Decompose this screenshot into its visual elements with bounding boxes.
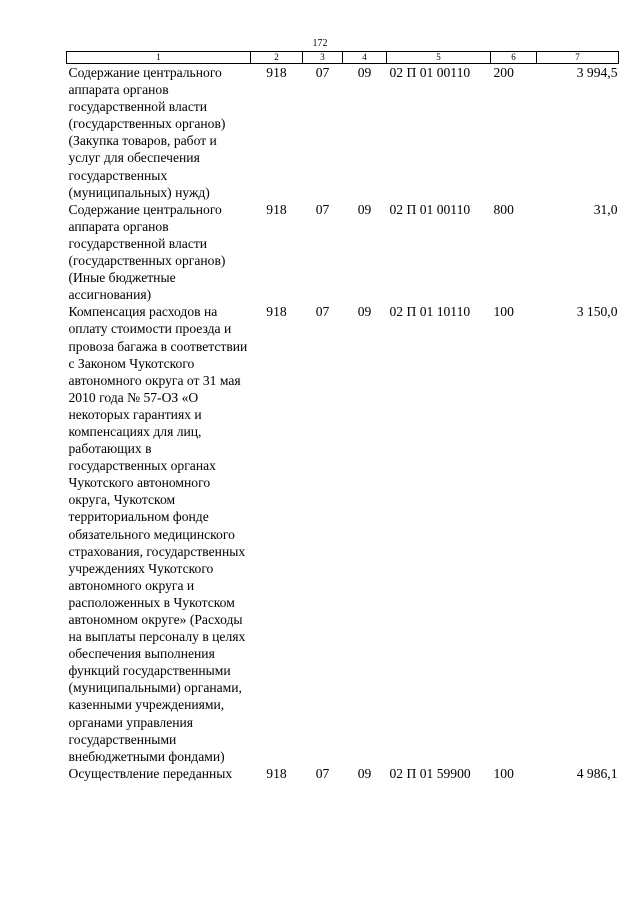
ministry-code: 918 xyxy=(266,65,287,80)
table-row xyxy=(67,303,619,765)
subsection-code: 09 xyxy=(357,201,372,217)
subsection-code: 09 xyxy=(357,65,372,80)
header-row xyxy=(67,52,619,64)
column-header-5: 5 xyxy=(387,52,491,64)
section-code: 07 xyxy=(315,201,330,217)
amount: 4 986,1 xyxy=(576,765,618,781)
table-row xyxy=(67,765,619,782)
ministry-code: 918 xyxy=(266,201,287,217)
subsection-code: 09 xyxy=(357,304,372,320)
target-article-code: 02 П 01 10110 xyxy=(389,304,471,320)
page-number: 172 xyxy=(312,38,328,49)
expense-name: Содержание центрального аппарата органов государственной власти (государственных органов) (Закупка товаров, работ и услуг для обеспечения государственных (муниципальных) нужд) xyxy=(68,65,226,200)
expense-name: Содержание центрального аппарата органов государственной власти (государственных органов) (Иные бюджетные ассигнования) xyxy=(68,201,226,303)
section-code: 07 xyxy=(315,304,330,320)
column-header-6: 6 xyxy=(491,52,537,64)
section-code: 07 xyxy=(315,65,330,80)
table-row xyxy=(67,201,619,304)
section-code: 07 xyxy=(315,765,330,781)
target-article-code: 02 П 01 59900 xyxy=(389,765,471,781)
target-article-code: 02 П 01 00110 xyxy=(389,65,471,80)
column-header-2: 2 xyxy=(251,52,303,64)
target-article-code: 02 П 01 00110 xyxy=(389,201,471,217)
expense-type-code: 800 xyxy=(493,201,514,217)
expense-name: Осуществление переданных xyxy=(68,765,233,781)
expense-type-code: 100 xyxy=(493,765,514,781)
expense-type-code: 200 xyxy=(493,65,514,80)
column-header-3: 3 xyxy=(303,52,343,64)
table-row xyxy=(67,64,619,201)
amount: 3 994,5 xyxy=(576,65,618,80)
subsection-code: 09 xyxy=(357,765,372,781)
column-header-4: 4 xyxy=(343,52,387,64)
ministry-code: 918 xyxy=(266,304,287,320)
amount: 31,0 xyxy=(593,201,618,217)
expense-name: Компенсация расходов на оплату стоимости проезда и провоза багажа в соответствии с Законом Чукотского автономного округа от 31 мая 2010 года № 57-ОЗ «О некоторых гарантиях и компенсациях для лиц, работающих в государственных органах Чукотского автономного округа, Чукотском территориальном фонде обязательного медицинского страхования, государственных учреждениях Чукотского автономного округа и расположенных в Чукотском автономном округе» (Расходы на выплаты персоналу в целях обеспечения выполнения функций государственными (муниципальными) органами, казенными учреждениями, органами управления государственными внебюджетными фондами) xyxy=(68,304,248,764)
amount: 3 150,0 xyxy=(576,304,618,320)
column-header-1: 1 xyxy=(67,52,251,64)
ministry-code: 918 xyxy=(266,765,287,781)
budget-table xyxy=(66,51,619,782)
expense-type-code: 100 xyxy=(493,304,514,320)
column-header-7: 7 xyxy=(537,52,619,64)
